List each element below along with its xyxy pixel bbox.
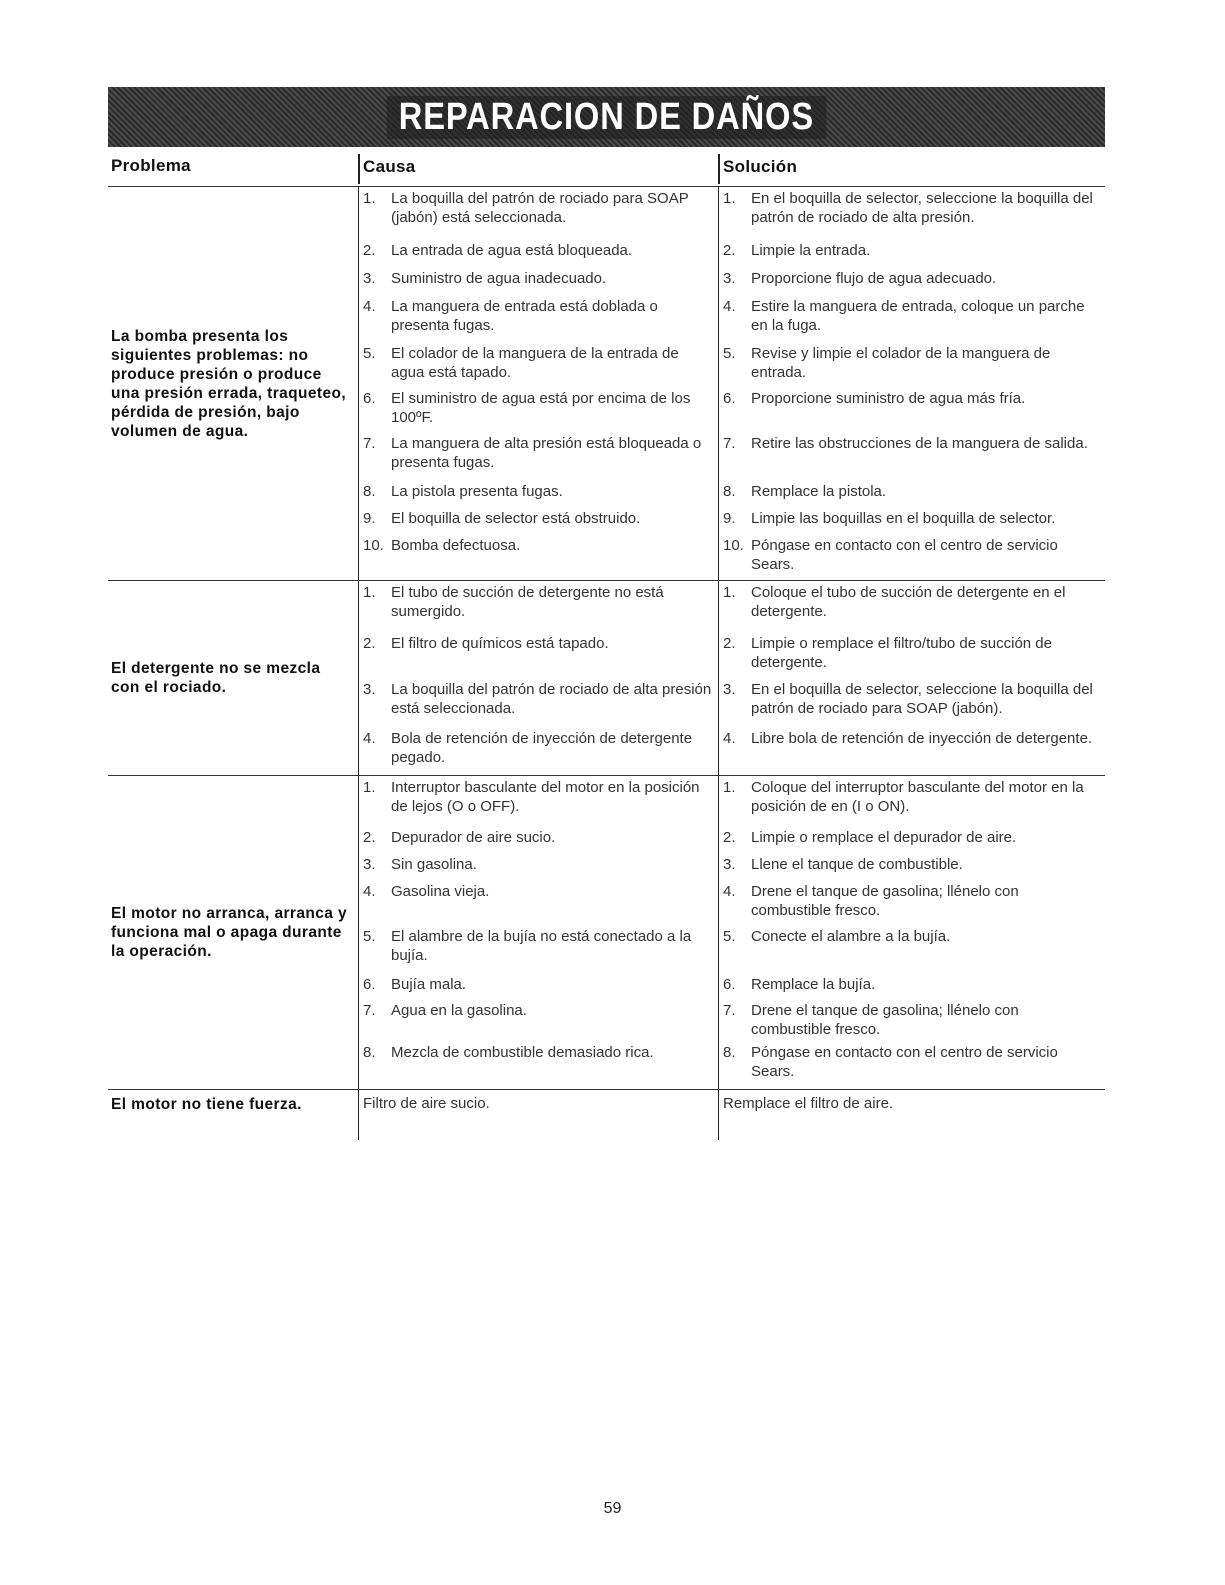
cause-item — [359, 534, 718, 580]
cause-text: La boquilla del patrón de rociado de alta presión está seleccionada. — [391, 681, 712, 717]
solution-text: Proporcione flujo de agua adecuado. — [751, 270, 997, 287]
problem-cell — [108, 1090, 358, 1140]
solution-item — [719, 880, 1105, 925]
problem-cell — [108, 581, 358, 775]
cause-text: El suministro de agua está por encima de los 100ºF. — [391, 390, 691, 426]
solution-text: Póngase en contacto con el centro de servicio Sears. — [751, 537, 1058, 573]
cause-number: 5. — [363, 928, 376, 945]
solution-number: 9. — [723, 510, 736, 527]
solution-text: Estire la manguera de entrada, coloque un parche en la fuga. — [751, 298, 1085, 334]
cause-text: El tubo de succión de detergente no está sumergido. — [391, 584, 664, 620]
solution-item — [719, 973, 1105, 999]
cause-text: El filtro de químicos está tapado. — [391, 635, 609, 652]
cause-text: Interruptor basculante del motor en la posición de lejos (O o OFF). — [391, 779, 700, 815]
cause-text: Bomba defectuosa. — [391, 537, 521, 554]
problem-cell — [108, 776, 358, 1089]
solution-number: 5. — [723, 928, 736, 945]
cause-item — [359, 678, 718, 727]
solution-number: 2. — [723, 829, 736, 846]
cause-number: 2. — [363, 635, 376, 652]
header-problema: Problema — [111, 156, 191, 175]
solution-text: Limpie o remplace el depurador de aire. — [751, 829, 1017, 846]
solution-item — [719, 826, 1105, 853]
cause-number: 4. — [363, 730, 376, 747]
solution-number: 1. — [723, 584, 736, 601]
solution-column — [718, 776, 1105, 1089]
solution-text: Remplace la pistola. — [751, 483, 887, 500]
solution-text: Remplace la bujía. — [751, 976, 876, 993]
solution-item — [719, 853, 1105, 880]
cause-text: Agua en la gasolina. — [391, 1002, 527, 1019]
solution-item — [719, 678, 1105, 727]
solution-item — [719, 999, 1105, 1041]
solution-item — [719, 432, 1105, 480]
cause-number: 1. — [363, 190, 376, 207]
solution-text: Proporcione suministro de agua más fría. — [751, 390, 1026, 407]
solution-item — [719, 925, 1105, 973]
problem-text: El motor no tiene fuerza. — [111, 1096, 302, 1113]
table-section — [108, 775, 1105, 1089]
cause-item — [359, 776, 718, 826]
troubleshooting-table — [108, 152, 1105, 1140]
solution-number: 1. — [723, 779, 736, 796]
cause-item — [359, 187, 718, 239]
solution-item — [719, 632, 1105, 678]
problem-text: El motor no arranca, arranca y funciona mal o apaga durante la operación. — [111, 905, 347, 960]
cause-item — [359, 925, 718, 973]
table-section — [108, 580, 1105, 775]
cause-text: La boquilla del patrón de rociado para SOAP (jabón) está seleccionada. — [391, 190, 689, 226]
table-section — [108, 1089, 1105, 1140]
solution-text: Coloque del interruptor basculante del motor en la posición de en (I o ON). — [751, 779, 1084, 815]
cause-text: Filtro de aire sucio. — [363, 1095, 490, 1112]
cause-number: 2. — [363, 242, 376, 259]
cause-item — [359, 267, 718, 295]
solution-number: 8. — [723, 483, 736, 500]
solution-item — [719, 480, 1105, 507]
page-title: REPARACION DE DAÑOS — [387, 96, 826, 139]
title-banner — [108, 87, 1105, 147]
cause-item — [359, 387, 718, 432]
cause-text: La manguera de alta presión está bloqueada o presenta fugas. — [391, 435, 702, 471]
cause-number: 3. — [363, 270, 376, 287]
cause-text: Mezcla de combustible demasiado rica. — [391, 1044, 654, 1061]
solution-text: Coloque el tubo de succión de detergente en el detergente. — [751, 584, 1066, 620]
table-header — [108, 152, 1105, 186]
solution-text: En el boquilla de selector, seleccione la boquilla del patrón de rociado para SOAP (jabón). — [751, 681, 1093, 717]
table-body — [108, 186, 1105, 1089]
cause-text: La pistola presenta fugas. — [391, 483, 563, 500]
solution-number: 2. — [723, 635, 736, 652]
solution-item — [719, 267, 1105, 295]
solution-number: 8. — [723, 1044, 736, 1061]
cause-column — [358, 1090, 718, 1140]
cause-number: 8. — [363, 483, 376, 500]
solution-item — [719, 187, 1105, 239]
cause-column — [358, 776, 718, 1089]
solution-text: Llene el tanque de combustible. — [751, 856, 963, 873]
solution-item — [719, 507, 1105, 534]
solution-item — [719, 387, 1105, 432]
solution-number: 4. — [723, 298, 736, 315]
cause-item — [359, 826, 718, 853]
solution-number: 1. — [723, 190, 736, 207]
cause-item — [359, 880, 718, 925]
cause-text: Sin gasolina. — [391, 856, 477, 873]
solution-number: 6. — [723, 390, 736, 407]
cause-column — [358, 581, 718, 775]
solution-text: Póngase en contacto con el centro de servicio Sears. — [751, 1044, 1058, 1080]
table-section — [108, 186, 1105, 580]
cause-column — [358, 187, 718, 580]
cause-number: 7. — [363, 1002, 376, 1019]
solution-number: 7. — [723, 435, 736, 452]
cause-number: 4. — [363, 298, 376, 315]
cause-number: 6. — [363, 976, 376, 993]
cause-item — [359, 507, 718, 534]
solution-text: Limpie las boquillas en el boquilla de selector. — [751, 510, 1056, 527]
cause-item — [359, 1041, 718, 1089]
cause-text: Bola de retención de inyección de detergente pegado. — [391, 730, 693, 766]
solution-text: Limpie o remplace el filtro/tubo de succión de detergente. — [751, 635, 1052, 671]
header-solucion: Solución — [718, 154, 797, 184]
solution-item — [719, 776, 1105, 826]
cause-number: 8. — [363, 1044, 376, 1061]
cause-number: 7. — [363, 435, 376, 452]
cause-text: Bujía mala. — [391, 976, 467, 993]
cause-text: La manguera de entrada está doblada o presenta fugas. — [391, 298, 658, 334]
cause-item — [359, 973, 718, 999]
cause-item — [359, 239, 718, 267]
solution-item — [719, 581, 1105, 632]
solution-text: Remplace el filtro de aire. — [723, 1095, 894, 1112]
cause-item — [359, 342, 718, 387]
header-causa: Causa — [358, 154, 416, 184]
cause-text: Gasolina vieja. — [391, 883, 490, 900]
solution-number: 3. — [723, 681, 736, 698]
page-number: 59 — [603, 1500, 622, 1517]
cause-number: 1. — [363, 584, 376, 601]
cause-item — [359, 432, 718, 480]
solution-text: Libre bola de retención de inyección de detergente. — [751, 730, 1093, 747]
cause-item — [359, 295, 718, 342]
cause-text: El alambre de la bujía no está conectado a la bujía. — [391, 928, 692, 964]
cause-text: Suministro de agua inadecuado. — [391, 270, 607, 287]
cause-number: 4. — [363, 883, 376, 900]
solution-number: 4. — [723, 883, 736, 900]
cause-text: El boquilla de selector está obstruido. — [391, 510, 641, 527]
solution-item — [719, 239, 1105, 267]
solution-item — [719, 295, 1105, 342]
solution-number: 4. — [723, 730, 736, 747]
solution-item — [719, 534, 1105, 580]
cause-number: 1. — [363, 779, 376, 796]
solution-text: En el boquilla de selector, seleccione la boquilla del patrón de rociado de alta presión. — [751, 190, 1093, 226]
solution-text: Revise y limpie el colador de la manguera de entrada. — [751, 345, 1051, 381]
cause-number: 2. — [363, 829, 376, 846]
cause-number: 5. — [363, 345, 376, 362]
solution-text: Drene el tanque de gasolina; llénelo con combustible fresco. — [751, 1002, 1019, 1038]
cause-text: La entrada de agua está bloqueada. — [391, 242, 633, 259]
solution-number: 3. — [723, 856, 736, 873]
cause-item — [359, 727, 718, 775]
cause-item — [359, 999, 718, 1041]
solution-number: 10. — [723, 537, 744, 554]
cause-text: El colador de la manguera de la entrada de agua está tapado. — [391, 345, 679, 381]
cause-number: 3. — [363, 856, 376, 873]
cause-item — [359, 632, 718, 678]
cause-number: 10. — [363, 537, 384, 554]
cause-item — [359, 853, 718, 880]
problem-text: El detergente no se mezcla con el rociado. — [111, 660, 321, 696]
solution-item — [719, 727, 1105, 775]
solution-number: 7. — [723, 1002, 736, 1019]
solution-item — [719, 342, 1105, 387]
cause-text: Depurador de aire sucio. — [391, 829, 556, 846]
cause-number: 3. — [363, 681, 376, 698]
solution-number: 3. — [723, 270, 736, 287]
solution-number: 2. — [723, 242, 736, 259]
cause-number: 9. — [363, 510, 376, 527]
solution-number: 6. — [723, 976, 736, 993]
problem-text: La bomba presenta los siguientes problemas: no produce presión o produce una presión errada, traqueteo, pérdida de presión, bajo volumen de agua. — [111, 327, 347, 440]
solution-item — [719, 1041, 1105, 1089]
cause-item — [359, 480, 718, 507]
solution-column — [718, 581, 1105, 775]
cause-item — [359, 581, 718, 632]
solution-text: Limpie la entrada. — [751, 242, 871, 259]
solution-number: 5. — [723, 345, 736, 362]
problem-cell — [108, 187, 358, 580]
solution-text: Conecte el alambre a la bujía. — [751, 928, 951, 945]
solution-text: Drene el tanque de gasolina; llénelo con combustible fresco. — [751, 883, 1019, 919]
solution-text: Retire las obstrucciones de la manguera de salida. — [751, 435, 1088, 452]
solution-column — [718, 1090, 1105, 1140]
solution-column — [718, 187, 1105, 580]
cause-number: 6. — [363, 390, 376, 407]
